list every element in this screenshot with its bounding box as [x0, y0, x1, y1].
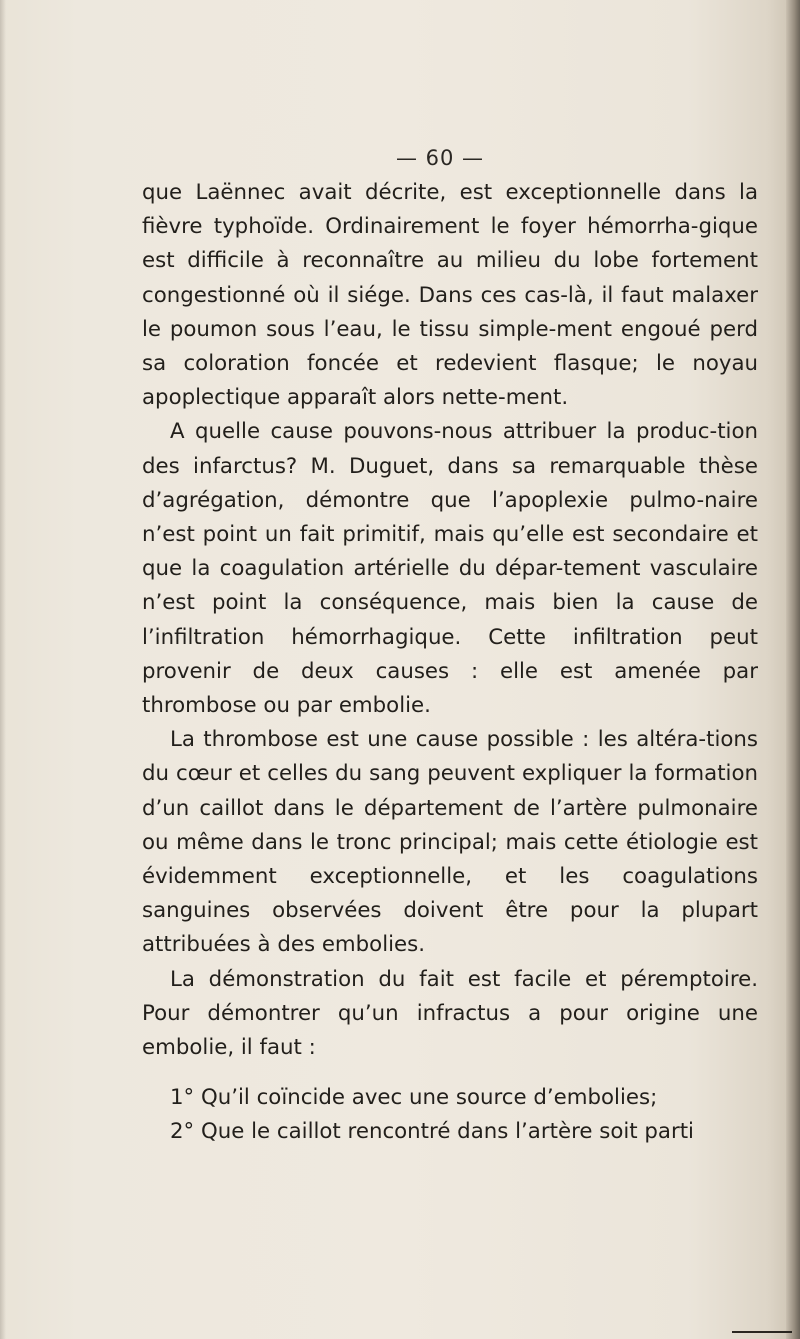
body-text [142, 176, 758, 1150]
page-left-shadow [0, 0, 6, 1339]
paragraph-thrombose: La thrombose est une cause possible : les altéra-tions du cœur et celles du sang peuvent expliquer la formation d’un caillot dans le département de l’artère pulmonaire ou même dans le tronc principal; mais cette étiologie est évidemment exceptionnelle, et les coagulations sanguines observées doivent être pour la plupart attribuées à des embolies. [142, 727, 758, 958]
page-number: — 60 — [395, 146, 485, 170]
paragraph-continued: que Laënnec avait décrite, est exceptionnelle dans la fièvre typhoïde. Ordinairement le foyer hémorrha-gique est difficile à reconnaître au milieu du lobe fortement congestionné où il siége. Dans ces cas-là, il faut malaxer le poumon sous l’eau, le tissu simple-ment engoué perd sa coloration foncée et redevient flasque; le noyau apoplectique apparaît alors nette-ment. [142, 180, 758, 411]
conditions-list [142, 1081, 758, 1149]
page-binding-edge [786, 0, 800, 1339]
paragraph-demonstration: La démonstration du fait est facile et péremptoire. Pour démontrer qu’un infractus a pour origine une embolie, il faut : [142, 966, 758, 1061]
bottom-edge-mark [732, 1331, 792, 1333]
paragraph-infarctus-cause: A quelle cause pouvons-nous attribuer la produc-tion des infarctus? M. Duguet, dans sa remarquable thèse d’agrégation, démontre que l’apoplexie pulmo-naire n’est point un fait primitif, mais qu’elle est secondaire et que la coagulation artérielle du dépar-tement vasculaire n’est point la conséquence, mais bien la cause de l’infiltration hémorrhagique. Cette infiltration peut provenir de deux causes : elle est amenée par thrombose ou par embolie. [142, 419, 758, 719]
list-item: 2° Que le caillot rencontré dans l’artère soit parti [170, 1119, 694, 1145]
list-item: 1° Qu’il coïncide avec une source d’embolies; [170, 1085, 658, 1111]
